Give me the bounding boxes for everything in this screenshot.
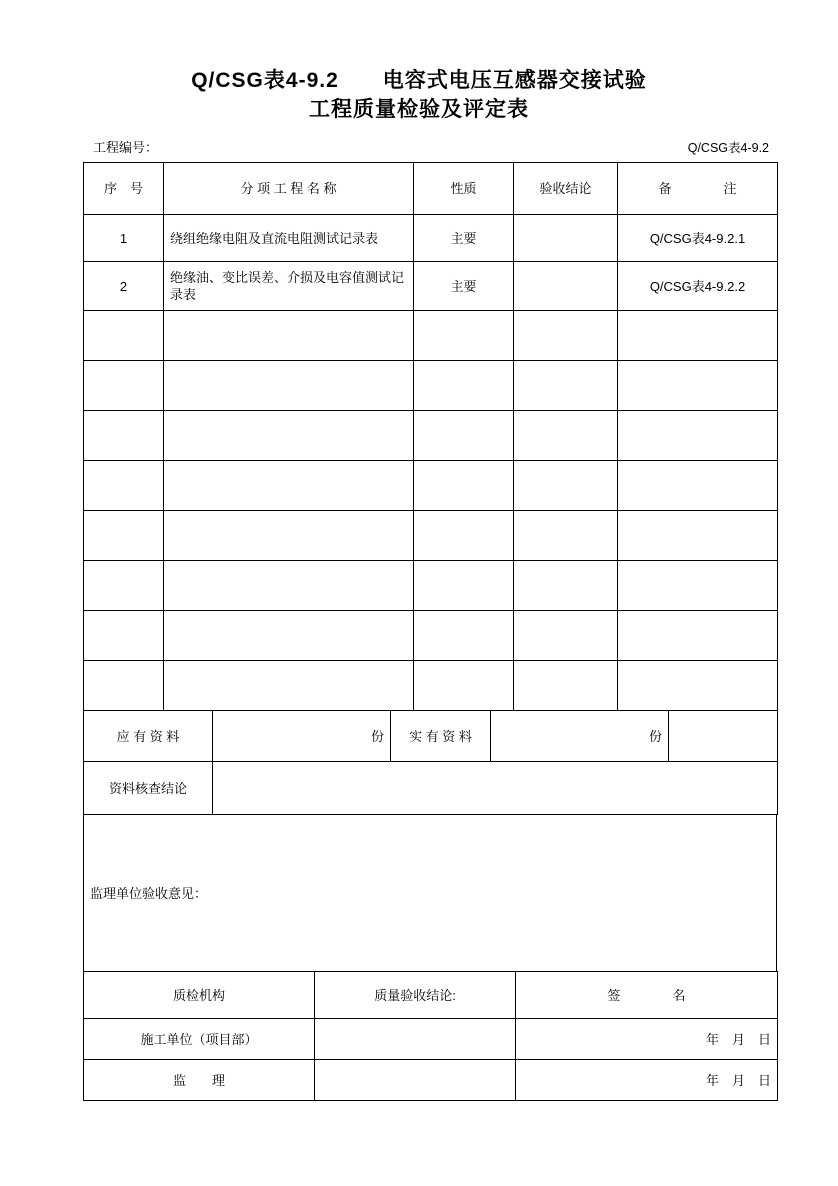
empty-cell: [514, 411, 618, 461]
quality-conclusion-label: 质量验收结论:: [315, 972, 516, 1019]
empty-cell: [514, 361, 618, 411]
empty-cell: [164, 311, 414, 361]
qc-org-label: 质检机构: [84, 972, 315, 1019]
cell-no: 1: [84, 215, 164, 262]
empty-row: [84, 511, 778, 561]
empty-cell: [164, 661, 414, 711]
empty-cell: [164, 461, 414, 511]
required-docs-count-cell: 份: [213, 711, 391, 762]
empty-cell: [84, 311, 164, 361]
header-nature: 性质: [414, 163, 514, 215]
supervisor-conclusion-cell: [315, 1060, 516, 1101]
empty-cell: [618, 311, 778, 361]
cell-nature: 主要: [414, 262, 514, 311]
page-title-line1: Q/CSG表4-9.2 电容式电压互感器交接试验: [191, 69, 647, 92]
empty-cell: [164, 611, 414, 661]
main-table: [83, 162, 778, 711]
cell-conclusion: [514, 215, 618, 262]
main-table-header-row: [84, 163, 778, 215]
supervisor-opinion-table: [83, 814, 777, 972]
sign-name-label: 签 名: [516, 972, 778, 1019]
docs-extra-cell: [669, 711, 778, 762]
empty-cell: [514, 611, 618, 661]
docs-check-row: [84, 762, 778, 815]
empty-cell: [618, 561, 778, 611]
construction-unit-label: 施工单位（项目部）: [84, 1019, 315, 1060]
empty-row: [84, 461, 778, 511]
page-title-line2: 工程质量检验及评定表: [309, 98, 529, 121]
header-remark: 备 注: [618, 163, 778, 215]
empty-cell: [514, 461, 618, 511]
empty-cell: [84, 661, 164, 711]
header-no: 序 号: [84, 163, 164, 215]
docs-check-value-cell: [213, 762, 778, 815]
cell-conclusion: [514, 262, 618, 311]
supervisor-opinion-row: [84, 815, 777, 972]
empty-row: [84, 361, 778, 411]
empty-cell: [414, 361, 514, 411]
empty-cell: [84, 361, 164, 411]
supervisor-date-cell: 年 月 日: [516, 1060, 778, 1101]
header-name: 分 项 工 程 名 称: [164, 163, 414, 215]
construction-unit-date-cell: 年 月 日: [516, 1019, 778, 1060]
empty-cell: [514, 561, 618, 611]
signature-header-row: [84, 972, 778, 1019]
meta-row: [83, 136, 777, 156]
docs-table: [83, 710, 778, 815]
empty-cell: [164, 561, 414, 611]
required-docs-label: 应 有 资 料: [84, 711, 213, 762]
empty-cell: [84, 511, 164, 561]
docs-check-label: 资料核查结论: [84, 762, 213, 815]
empty-cell: [164, 361, 414, 411]
header-conclusion: 验收结论: [514, 163, 618, 215]
empty-cell: [414, 611, 514, 661]
empty-row: [84, 311, 778, 361]
empty-cell: [618, 611, 778, 661]
empty-cell: [414, 661, 514, 711]
empty-cell: [618, 661, 778, 711]
empty-cell: [514, 511, 618, 561]
empty-cell: [514, 311, 618, 361]
empty-cell: [414, 311, 514, 361]
empty-cell: [618, 511, 778, 561]
empty-cell: [164, 511, 414, 561]
table-row: [84, 262, 778, 311]
supervisor-row: [84, 1060, 778, 1101]
actual-docs-count-cell: 份: [491, 711, 669, 762]
construction-unit-row: [84, 1019, 778, 1060]
empty-rows: [84, 311, 778, 711]
cell-remark: Q/CSG表4-9.2.1: [618, 215, 778, 262]
signature-table: [83, 971, 778, 1101]
cell-name: 绝缘油、变比误差、介损及电容值测试记录表: [164, 262, 414, 311]
page-title: [0, 0, 838, 124]
actual-docs-label: 实 有 资 料: [391, 711, 491, 762]
empty-cell: [414, 461, 514, 511]
construction-unit-conclusion-cell: [315, 1019, 516, 1060]
form-code: Q/CSG表4-9.2: [687, 141, 769, 155]
empty-cell: [84, 611, 164, 661]
table-row: [84, 215, 778, 262]
empty-cell: [414, 511, 514, 561]
docs-count-row: [84, 711, 778, 762]
empty-cell: [618, 411, 778, 461]
empty-cell: [84, 411, 164, 461]
empty-row: [84, 661, 778, 711]
empty-cell: [84, 561, 164, 611]
supervisor-label: 监 理: [84, 1060, 315, 1101]
empty-cell: [618, 361, 778, 411]
empty-row: [84, 411, 778, 461]
empty-cell: [514, 661, 618, 711]
cell-name: 绕组绝缘电阻及直流电阻测试记录表: [164, 215, 414, 262]
cell-remark: Q/CSG表4-9.2.2: [618, 262, 778, 311]
empty-cell: [414, 561, 514, 611]
supervisor-opinion-cell: 监理单位验收意见：: [84, 815, 777, 972]
cell-no: 2: [84, 262, 164, 311]
empty-cell: [84, 461, 164, 511]
cell-nature: 主要: [414, 215, 514, 262]
empty-row: [84, 561, 778, 611]
empty-cell: [618, 461, 778, 511]
empty-cell: [164, 411, 414, 461]
project-number-label: 工程编号：: [93, 140, 159, 155]
empty-row: [84, 611, 778, 661]
empty-cell: [414, 411, 514, 461]
